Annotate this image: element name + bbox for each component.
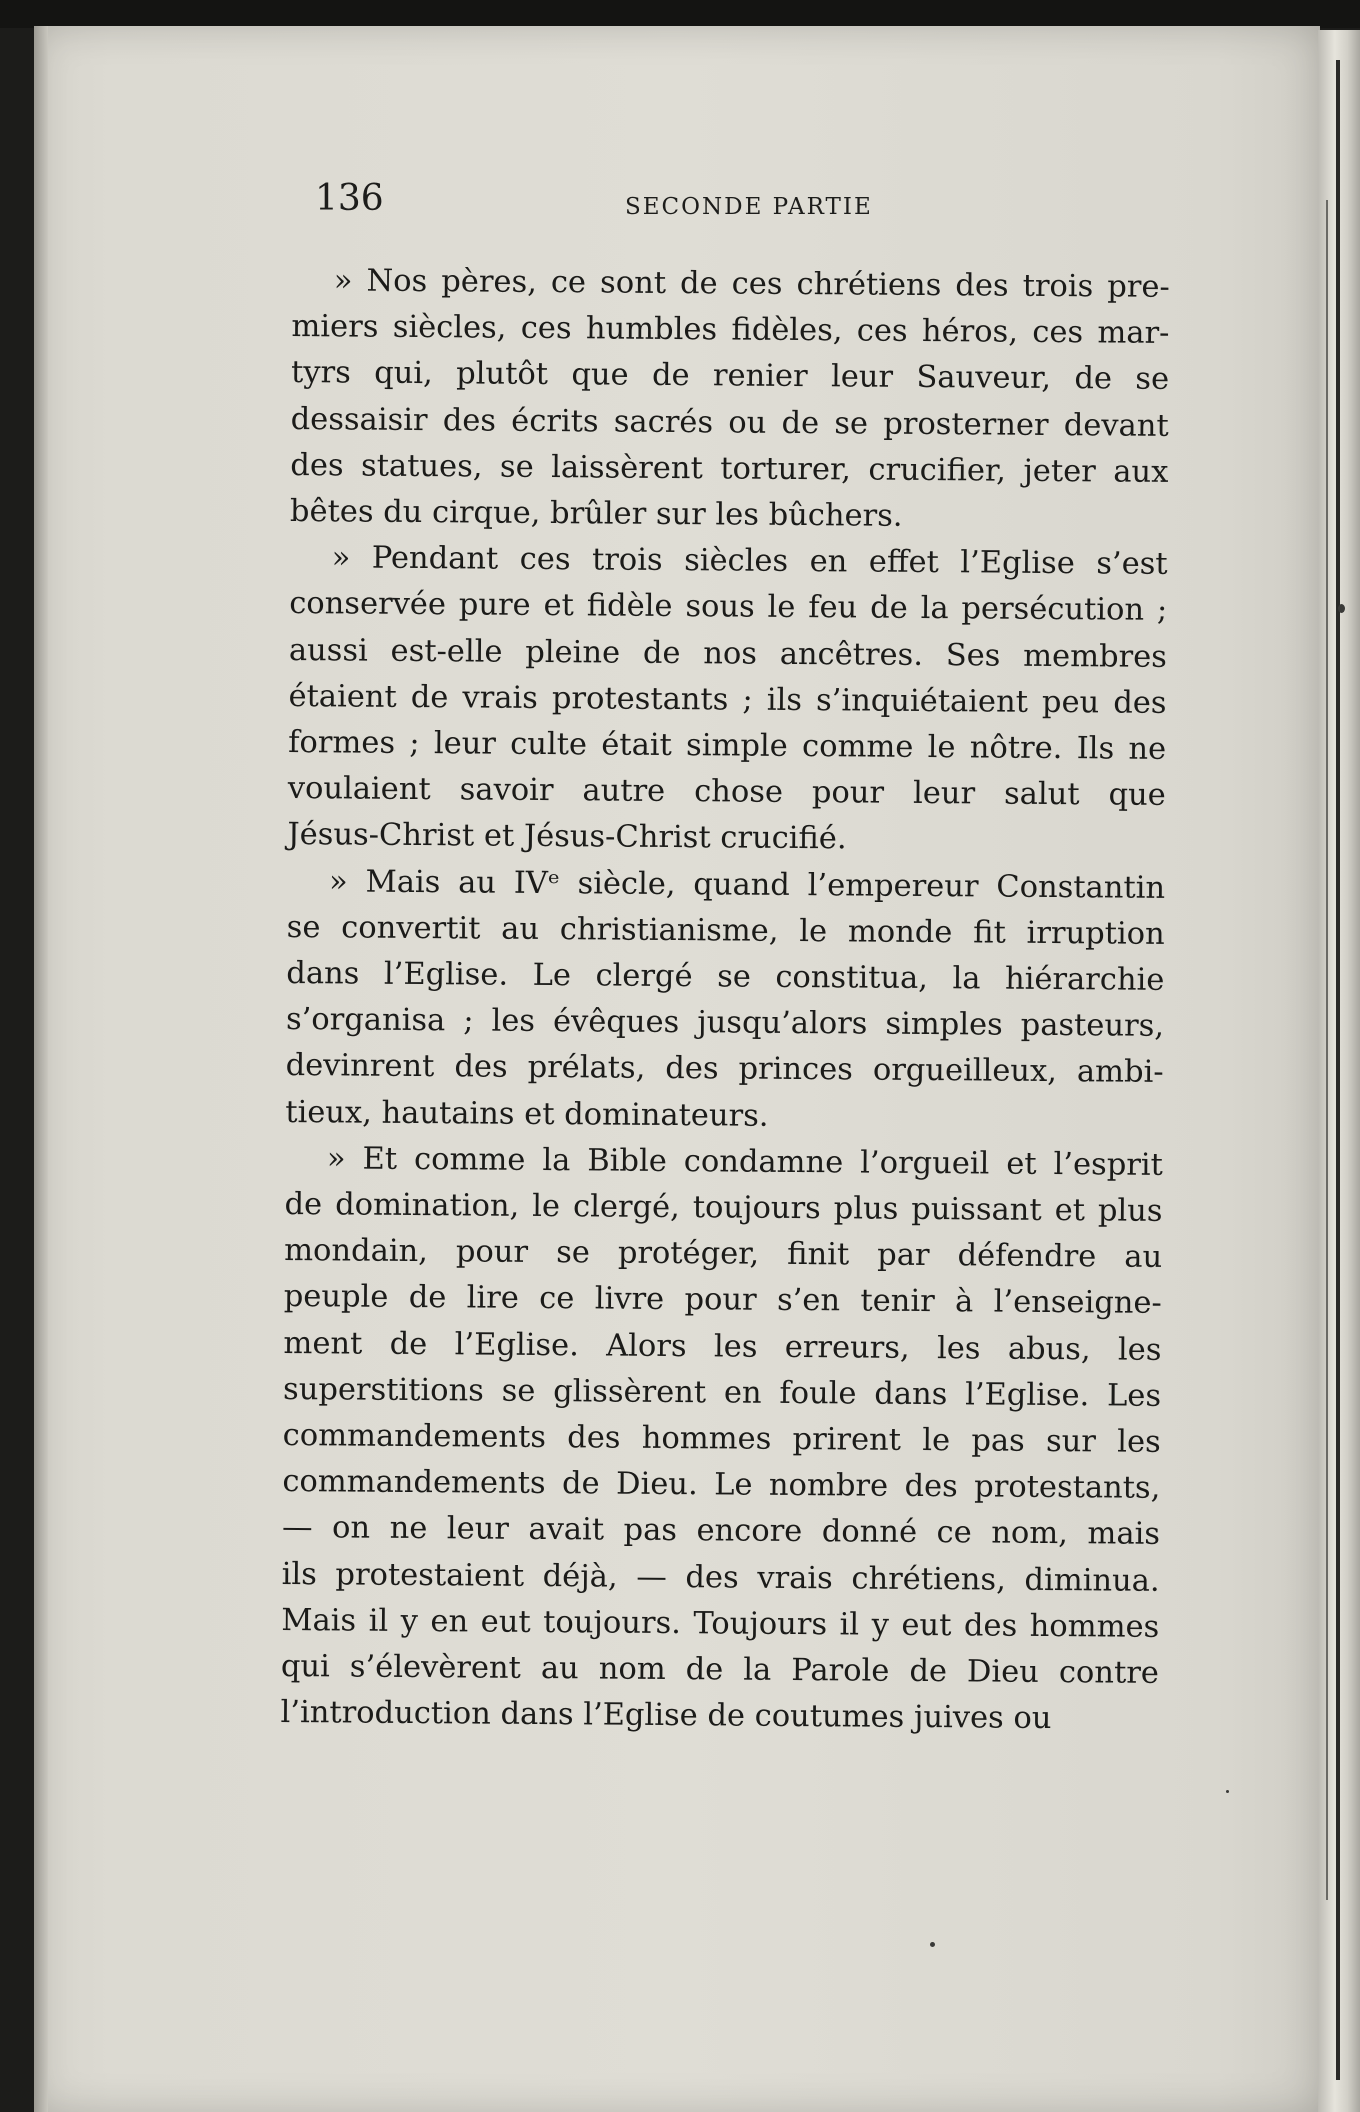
text-line: se convertit au christianisme, le monde fit irruption xyxy=(286,909,1165,952)
text-line: devinrent des prélats, des princes orgueilleux, ambi- xyxy=(285,1048,1164,1091)
text-line: conservée pure et fidèle sous le feu de la persécution ; xyxy=(289,586,1168,629)
text-line: de domination, le clergé, toujours plus puissant et plus xyxy=(284,1187,1163,1229)
text-line: » Pendant ces trois siècles en effet l’Eglise s’est xyxy=(331,540,1168,583)
text-line: peuple de lire ce livre pour s’en tenir à l’enseigne- xyxy=(283,1279,1162,1322)
text-line: formes ; leur culte était simple comme le nôtre. Ils ne xyxy=(288,725,1167,767)
text-line: dessaisir des écrits sacrés ou de se prosterner devant xyxy=(290,401,1169,444)
text-line: superstitions se glissèrent en foule dans l’Eglise. Les xyxy=(282,1371,1162,1414)
binding-shadow-line xyxy=(1336,60,1340,2080)
paragraph xyxy=(285,859,1165,1143)
text-line: bêtes du cirque, brûler sur les bûchers. xyxy=(289,494,903,534)
page-number: 136 xyxy=(315,178,384,219)
text-line: Jésus-Christ et Jésus-Christ crucifié. xyxy=(287,817,847,857)
text-line: ils protestaient déjà, — des vrais chrétiens, diminua. xyxy=(281,1556,1160,1599)
page-header xyxy=(315,178,1175,238)
text-line: commandements de Dieu. Le nombre des protestants, xyxy=(282,1464,1161,1507)
running-head: SECONDE PARTIE xyxy=(625,194,873,220)
text-line: tieux, hautains et dominateurs. xyxy=(285,1094,769,1134)
text-line: aussi est-elle pleine de nos ancêtres. Ses membres xyxy=(288,632,1168,675)
body-text xyxy=(280,258,1170,1743)
paragraph xyxy=(280,1136,1163,1744)
text-line: s’organisa ; les évêques jusqu’alors simples pasteurs, xyxy=(285,1002,1165,1045)
text-line: tyrs qui, plutôt que de renier leur Sauveur, de se xyxy=(290,355,1170,398)
paragraph xyxy=(287,535,1168,865)
text-line: dans l’Eglise. Le clergé se constitua, la hiérarchie xyxy=(286,956,1165,998)
text-line: commandements des hommes prirent le pas sur les xyxy=(282,1418,1161,1460)
scan-speck xyxy=(1338,604,1345,613)
text-line: qui s’élevèrent au nom de la Parole de Dieu contre xyxy=(280,1649,1160,1691)
text-line: l’introduction dans l’Eglise de coutumes juives ou xyxy=(280,1695,1052,1737)
scan-speck xyxy=(1226,1790,1229,1793)
text-line: mondain, pour se protéger, finit par défendre au xyxy=(284,1233,1163,1276)
binding-inner-line xyxy=(1326,200,1328,1900)
scan-speck xyxy=(930,1942,935,1947)
scan-top-border xyxy=(0,0,1360,28)
text-line: » Nos pères, ce sont de ces chrétiens des trois pre- xyxy=(333,263,1170,305)
text-line: ment de l’Eglise. Alors les erreurs, les abus, les xyxy=(283,1325,1162,1368)
text-line: miers siècles, ces humbles fidèles, ces héros, ces mar- xyxy=(291,309,1170,352)
text-line: — on ne leur avait pas encore donné ce nom, mais xyxy=(281,1510,1161,1553)
text-line: des statues, se laissèrent torturer, crucifier, jeter aux xyxy=(290,447,1169,490)
text-line: Mais il y en eut toujours. Toujours il y eut des hommes xyxy=(281,1602,1160,1645)
text-line: étaient de vrais protestants ; ils s’inquiétaient peu des xyxy=(288,678,1167,721)
text-line: » Mais au IVᵉ siècle, quand l’empereur Constantin xyxy=(328,863,1166,906)
paragraph xyxy=(290,258,1170,542)
text-line: voulaient savoir autre chose pour leur salut que xyxy=(287,771,1166,814)
text-line: » Et comme la Bible condamne l’orgueil et l’esprit xyxy=(326,1141,1164,1183)
page-left-edge xyxy=(34,26,48,2112)
